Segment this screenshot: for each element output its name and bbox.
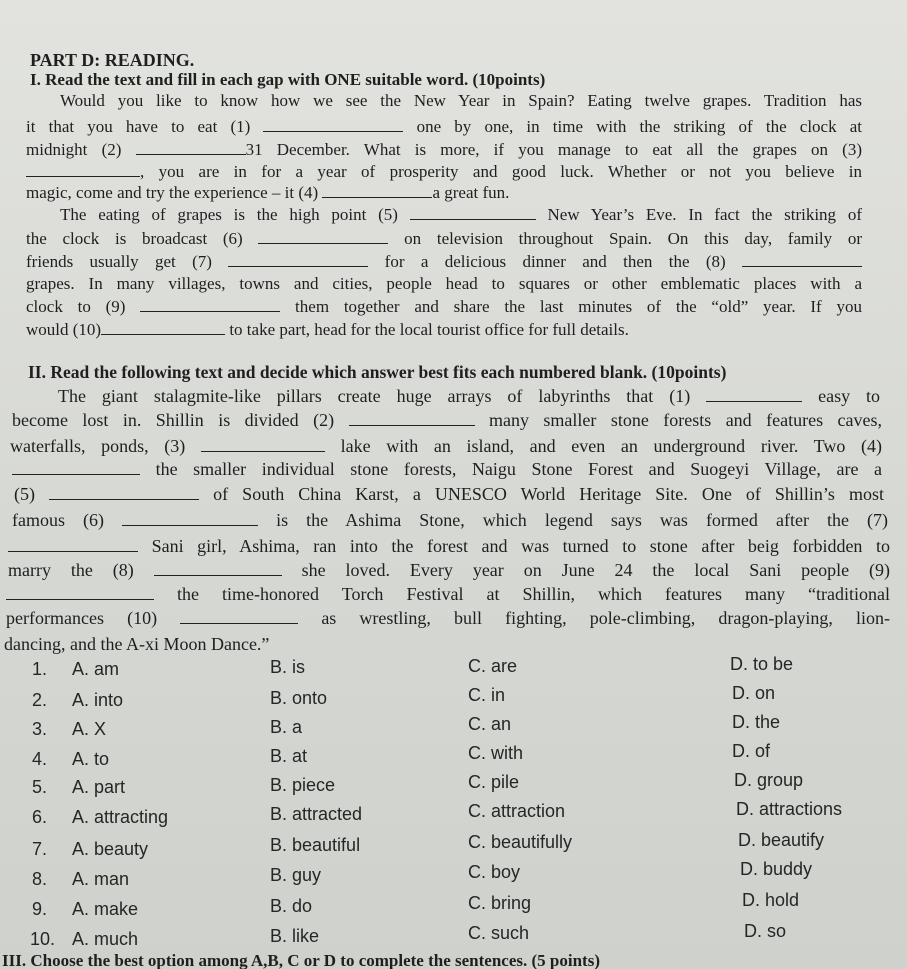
question-number: 2. [32,690,48,710]
part-title: PART D: READING. [30,50,195,70]
s2-line: famous (6) is the Ashima Stone, which legend says was formed after the (7) [12,510,889,530]
s2-blank-1[interactable] [706,387,802,402]
option-b[interactable]: B. piece [270,775,336,795]
s1-line: the clock is broadcast (6) on television throughout Spain. On this day, family or [26,229,863,248]
section2-instruction: II. Read the following text and decide which answer best fits each numbered blank. (10points) [28,362,727,382]
s2-line: performances (10) as wrestling, bull fighting, pole-climbing, dragon-playing, lion- [6,608,890,628]
option-d[interactable]: D. of [732,741,771,761]
s2-line: Sani girl, Ashima, ran into the forest and was turned to stone after beig forbidden to [8,536,890,556]
section1-instruction: I. Read the text and fill in each gap with ONE suitable word. (10points) [30,70,546,89]
option-c[interactable]: C. bring [468,893,532,913]
s1-line: friends usually get (7) for a delicious dinner and then the (8) [26,252,862,272]
s2-blank-2[interactable] [349,411,475,426]
s1-line: Would you like to know how we see the New Year in Spain? Eating twelve grapes. Tradition has [60,91,862,110]
blank-8[interactable] [742,252,862,267]
option-c[interactable]: C. attraction [468,801,566,821]
option-d[interactable]: D. attractions [736,799,843,819]
option-b[interactable]: B. is [270,657,306,677]
s2-line: (5) of South China Karst, a UNESCO World Heritage Site. One of Shillin’s most [14,484,885,504]
option-d[interactable]: D. so [744,921,787,941]
question-number: 8. [32,869,48,889]
option-a[interactable]: A. to [72,749,110,769]
option-a[interactable]: A. part [72,777,126,797]
s1-line: , you are in for a year of prosperity and good luck. Whether or not you believe in [26,162,862,182]
option-d[interactable]: D. on [732,683,776,703]
option-d[interactable]: D. to be [730,654,794,674]
option-d[interactable]: D. group [734,770,804,790]
option-b[interactable]: B. guy [270,865,322,885]
option-d[interactable]: D. hold [742,890,800,910]
s2-line: become lost in. Shillin is divided (2) many smaller stone forests and features caves, [12,410,882,430]
question-number: 5. [32,777,48,797]
option-c[interactable]: C. such [468,923,530,943]
blank-3[interactable] [26,162,140,177]
s2-line: the time-honored Torch Festival at Shillin, which features many “traditional [6,584,890,604]
s2-blank-6[interactable] [122,511,258,526]
s2-blank-8[interactable] [154,561,282,576]
option-b[interactable]: B. a [270,717,303,737]
blank-10[interactable] [101,320,225,335]
s1-line: midnight (2) 31 December. What is more, if you manage to eat all the grapes on (3) [26,140,863,159]
question-number: 4. [32,749,48,769]
s1-line: would (10) to take part, head for the local tourist office for full details. [26,320,629,339]
option-c[interactable]: C. in [468,685,506,705]
s2-blank-7[interactable] [8,537,138,552]
s2-line: waterfalls, ponds, (3) lake with an island, and even an underground river. Two (4) [10,436,883,456]
blank-9[interactable] [140,297,280,312]
option-c[interactable]: C. pile [468,772,520,792]
blank-2[interactable] [136,140,246,155]
question-number: 6. [32,807,48,827]
option-b[interactable]: B. onto [270,688,328,708]
option-c[interactable]: C. are [468,656,518,676]
s1-line: it that you have to eat (1) one by one, in time with the striking of the clock at [26,117,863,136]
s1-line: grapes. In many villages, towns and cities, people head to squares or other emblematic places with a [26,274,862,293]
section3-instruction: III. Choose the best option among A,B, C or D to complete the sentences. (5 points) [2,951,600,969]
option-c[interactable]: C. beautifully [468,832,573,852]
option-a[interactable]: A. attracting [72,807,169,827]
option-c[interactable]: C. boy [468,862,521,882]
question-number: 3. [32,719,48,739]
question-number: 10. [30,929,56,949]
s1-line: The eating of grapes is the high point (5) New Year’s Eve. In fact the striking of [60,205,862,224]
s1-line: magic, come and try the experience – it (4) a great fun. [26,183,510,202]
s2-line: The giant stalagmite-like pillars create huge arrays of labyrinths that (1) easy to [58,386,881,406]
s2-blank-4[interactable] [12,460,140,475]
option-a[interactable]: A. much [72,929,139,949]
blank-5[interactable] [410,205,536,220]
blank-6[interactable] [258,229,388,244]
question-number: 7. [32,839,48,859]
s2-blank-3[interactable] [201,437,325,452]
s2-line: dancing, and the A-xi Moon Dance.” [4,634,270,654]
option-a[interactable]: A. beauty [72,839,149,859]
option-b[interactable]: B. attracted [270,804,363,824]
option-d[interactable]: D. beautify [738,830,825,850]
blank-1[interactable] [263,117,403,132]
option-d[interactable]: D. the [732,712,781,732]
option-b[interactable]: B. at [270,746,308,766]
option-b[interactable]: B. like [270,926,320,946]
s2-blank-9[interactable] [6,585,154,600]
option-c[interactable]: C. an [468,714,512,734]
option-b[interactable]: B. beautiful [270,835,361,855]
section3-instruction-cutoff [0,950,907,969]
option-a[interactable]: A. am [72,659,120,679]
s2-blank-10[interactable] [180,609,298,624]
option-a[interactable]: A. make [72,899,139,919]
option-a[interactable]: A. into [72,690,124,710]
s2-line: marry the (8) she loved. Every year on June 24 the local Sani people (9) [8,560,891,580]
s2-blank-5[interactable] [49,485,199,500]
s2-line: the smaller individual stone forests, Naigu Stone Forest and Suogeyi Village, are a [12,459,882,479]
option-a[interactable]: A. man [72,869,130,889]
blank-7[interactable] [228,252,368,267]
option-d[interactable]: D. buddy [740,859,813,879]
question-number: 9. [32,899,48,919]
option-a[interactable]: A. X [72,719,107,739]
question-number: 1. [32,659,48,679]
s1-line: clock to (9) them together and share the last minutes of the “old” year. If you [26,297,863,316]
option-c[interactable]: C. with [468,743,524,763]
option-b[interactable]: B. do [270,896,313,916]
blank-4[interactable] [322,183,432,198]
